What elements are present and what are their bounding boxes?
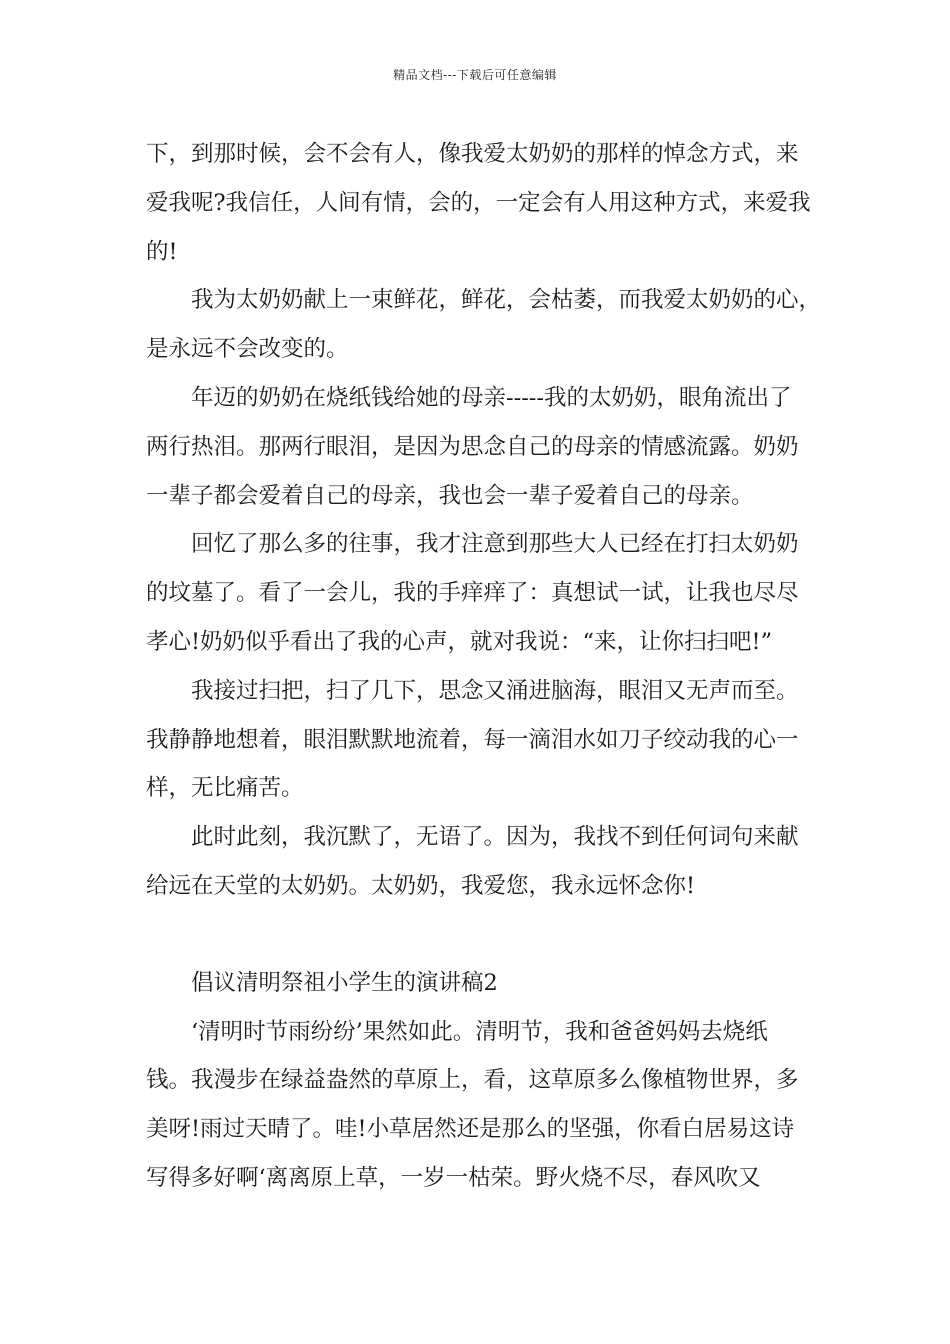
text-line: 此时此刻，我沉默了，无语了。因为，我找不到任何词句来献: [191, 824, 799, 851]
text-line: ‘清明时节雨纷纷’果然如此。清明节，我和爸爸妈妈去烧纸: [191, 1018, 768, 1045]
text-line: 的坟墓了。看了一会儿，我的手痒痒了：真想试一试，让我也尽尽: [146, 580, 799, 607]
text-line: 钱。我漫步在绿益盎然的草原上，看，这草原多么像植物世界，多: [146, 1067, 799, 1094]
paragraph: [146, 276, 826, 374]
document-body: [146, 130, 826, 1203]
text-line: 一辈子都会爱着自己的母亲，我也会一辈子爱着自己的母亲。: [146, 482, 754, 509]
paragraph: [146, 667, 826, 813]
text-line: 是永远不会改变的。: [146, 336, 349, 363]
section-title: 倡议清明祭祖小学生的演讲稿2: [191, 969, 498, 996]
paragraph: [146, 130, 826, 276]
text-line: 我接过扫把，扫了几下，思念又涌进脑海，眼泪又无声而至。: [191, 677, 799, 704]
text-line: 下，到那时候，会不会有人，像我爱太奶奶的那样的悼念方式，来: [146, 141, 799, 167]
text-line: 样，无比痛苦。: [146, 775, 304, 802]
text-line: 我为太奶奶献上一束鲜花，鲜花，会枯萎，而我爱太奶奶的心，: [191, 287, 822, 314]
paragraph: [146, 1008, 826, 1203]
text-line: 的!: [146, 238, 178, 265]
text-line: 爱我呢?我信任，人间有情，会的，一定会有人用这种方式，来爱我: [146, 189, 811, 216]
text-line: 回忆了那么多的往事，我才注意到那些大人已经在打扫太奶奶: [191, 531, 799, 558]
text-line: 写得多好啊‘离离原上草，一岁一枯荣。野火烧不尽，春风吹又: [146, 1164, 761, 1191]
text-line: 给远在天堂的太奶奶。太奶奶，我爱您，我永远怀念你!: [146, 872, 696, 899]
paragraph: [146, 813, 826, 911]
text-line: 美呀!雨过天晴了。哇!小草居然还是那么的坚强，你看白居易这诗: [146, 1116, 795, 1143]
text-line: 我静静地想着，眼泪默默地流着，每一滴泪水如刀子绞动我的心一: [146, 726, 799, 753]
text-line: 孝心!奶奶似乎看出了我的心声，就对我说：“来，让你扫扫吧!”: [146, 628, 773, 655]
paragraph: [146, 520, 826, 666]
paragraph: [146, 374, 826, 520]
text-line: 两行热泪。那两行眼泪，是因为思念自己的母亲的情感流露。奶奶: [146, 433, 799, 460]
section-gap: [146, 911, 826, 959]
page-header: 精品文档---下载后可任意编辑: [393, 68, 557, 82]
text-line: 年迈的奶奶在烧纸钱给她的母亲-----我的太奶奶，眼角流出了: [191, 384, 792, 411]
